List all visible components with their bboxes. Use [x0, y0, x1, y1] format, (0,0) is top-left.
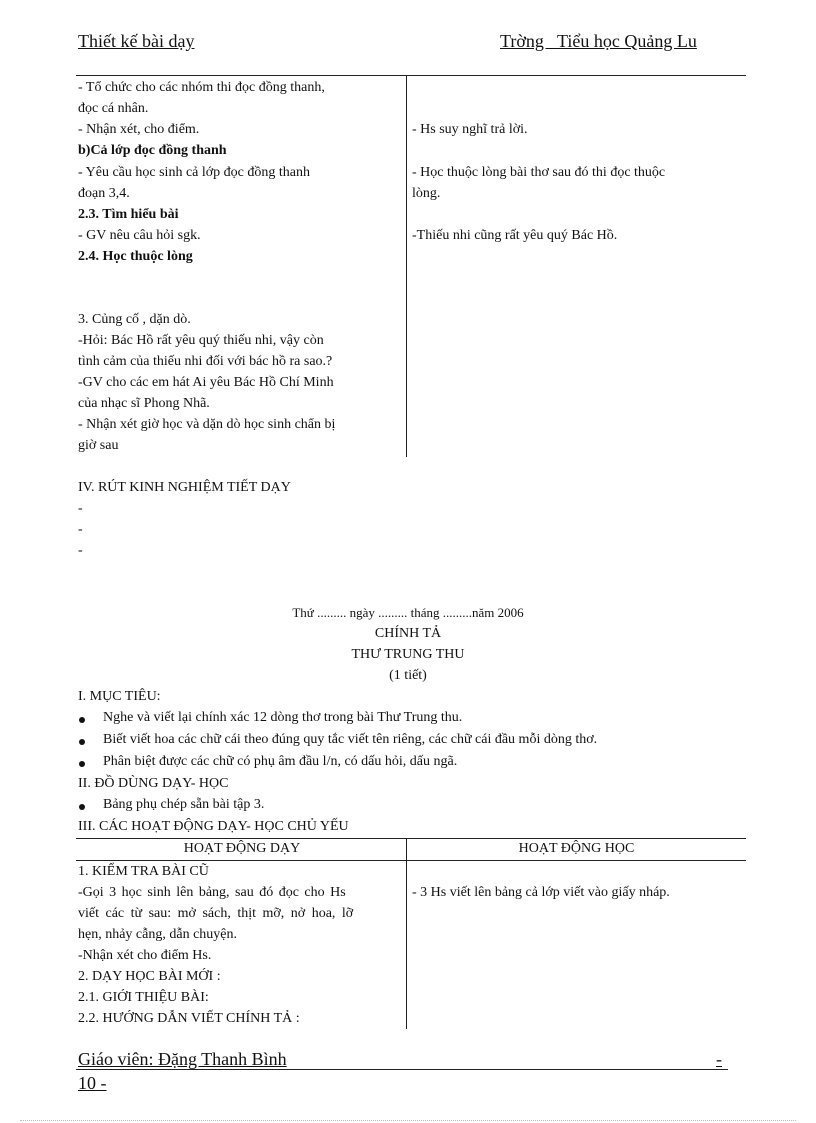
page-number: 10 - [78, 1073, 107, 1093]
lesson-title: THƯ TRUNG THU [351, 647, 465, 662]
material-item: Bảng phụ chép sẵn bài tập 3. [103, 797, 265, 812]
upper-left-line: - Nhận xét giờ học và dặn dò học sinh chẩn bị [78, 417, 336, 432]
upper-right-line: - Học thuộc lòng bài thơ sau đó thi đọc thuộc [412, 165, 666, 180]
experience-item: - [78, 501, 83, 516]
upper-left-heading: b)Cả lớp đọc đồng thanh [78, 143, 227, 158]
upper-left-line: -Hỏi: Bác Hồ rất yêu quý thiếu nhi, vậy còn [78, 333, 324, 348]
upper-left-line: của nhạc sĩ Phong Nhã. [78, 396, 210, 411]
upper-left-line: - GV nêu câu hỏi sgk. [78, 228, 201, 243]
upper-left-line: - Yêu cầu học sinh cả lớp đọc đồng thanh [78, 165, 310, 180]
upper-left-line: giờ sau [78, 438, 119, 453]
upper-left-line: tình cảm của thiếu nhi đối với bác hồ ra sao.? [78, 354, 333, 369]
lower-left-line: hẹn, nhảy cẫng, dẫn chuyện. [78, 927, 237, 942]
upper-left-heading: 2.4. Học thuộc lòng [78, 249, 193, 264]
lower-table-divider [406, 838, 407, 1029]
header-school: Trờng Tiểu học Quảng Lu [500, 31, 697, 51]
page-edge-divider [20, 1120, 796, 1121]
upper-left-line: -GV cho các em hát Ai yêu Bác Hồ Chí Minh [78, 375, 334, 390]
upper-right-line: -Thiếu nhi cũng rất yêu quý Bác Hồ. [412, 228, 618, 243]
date-line: Thứ ......... ngày ......... tháng .........năm 2006 [292, 605, 524, 620]
table-top-rule [76, 838, 746, 839]
footer-dash: - [716, 1049, 722, 1069]
bullet-icon [79, 804, 85, 810]
materials-title: II. ĐỒ DÙNG DẠY- HỌC [78, 776, 229, 791]
upper-left-heading: 2.3. Tìm hiểu bài [78, 207, 179, 222]
footer-rule [76, 1069, 728, 1070]
upper-left-line: - Nhận xét, cho điểm. [78, 122, 200, 137]
lower-left-line: viết các từ sau: mở sách, thịt mỡ, nở hoa, lỡ [78, 906, 354, 921]
upper-left-line: đọc cá nhân. [78, 101, 149, 116]
upper-table-divider [406, 76, 407, 457]
experience-title: IV. RÚT KINH NGHIỆM TIẾT DẠY [78, 480, 291, 495]
upper-left-line: - Tổ chức cho các nhóm thi đọc đồng thanh, [78, 80, 325, 95]
lower-left-line: 2.1. GIỚI THIỆU BÀI: [78, 990, 209, 1005]
objective-item: Phân biệt được các chữ có phụ âm đầu l/n, có dấu hỏi, dấu ngã. [103, 754, 458, 769]
objectives-title: I. MỤC TIÊU: [78, 689, 161, 704]
lower-left-line: 2. DẠY HỌC BÀI MỚI : [78, 969, 221, 984]
lesson-subject: CHÍNH TẢ [374, 626, 442, 641]
lower-left-line: -Nhận xét cho điểm Hs. [78, 948, 212, 963]
objective-item: Nghe và viết lại chính xác 12 dòng thơ trong bài Thư Trung thu. [103, 710, 463, 725]
footer-teacher: Giáo viên: Đặng Thanh Bình [78, 1049, 287, 1069]
lower-left-line: 2.2. HƯỚNG DẪN VIẾT CHÍNH TẢ : [78, 1011, 300, 1026]
lower-right-line: - 3 Hs viết lên bảng cả lớp viết vào giấy nháp. [412, 885, 670, 900]
lower-left-line: 1. KIỂM TRA BÀI CŨ [78, 864, 209, 879]
upper-left-line: đoạn 3,4. [78, 186, 130, 201]
lesson-periods: (1 tiết) [389, 668, 427, 683]
header-rule [76, 75, 746, 76]
objective-item: Biết viết hoa các chữ cái theo đúng quy tắc viết tên riêng, các chữ cái đầu mỗi dòng thơ. [103, 732, 598, 747]
upper-left-line: 3. Củng cố , dặn dò. [78, 312, 191, 327]
upper-right-line: lòng. [412, 186, 441, 201]
header-learning: HOẠT ĐỘNG HỌC [518, 841, 635, 856]
activities-title: III. CÁC HOẠT ĐỘNG DẠY- HỌC CHỦ YẾU [78, 819, 349, 834]
bullet-icon [79, 717, 85, 723]
upper-right-line: - Hs suy nghĩ trả lời. [412, 122, 528, 137]
bullet-icon [79, 739, 85, 745]
experience-item: - [78, 522, 83, 537]
bullet-icon [79, 761, 85, 767]
experience-item: - [78, 543, 83, 558]
header-title: Thiết kế bài dạy [78, 31, 195, 51]
header-teaching: HOẠT ĐỘNG DẠY [183, 841, 301, 856]
lower-left-line: -Gọi 3 học sinh lên bảng, sau đó đọc cho Hs [78, 885, 346, 900]
table-header-rule [76, 860, 746, 861]
